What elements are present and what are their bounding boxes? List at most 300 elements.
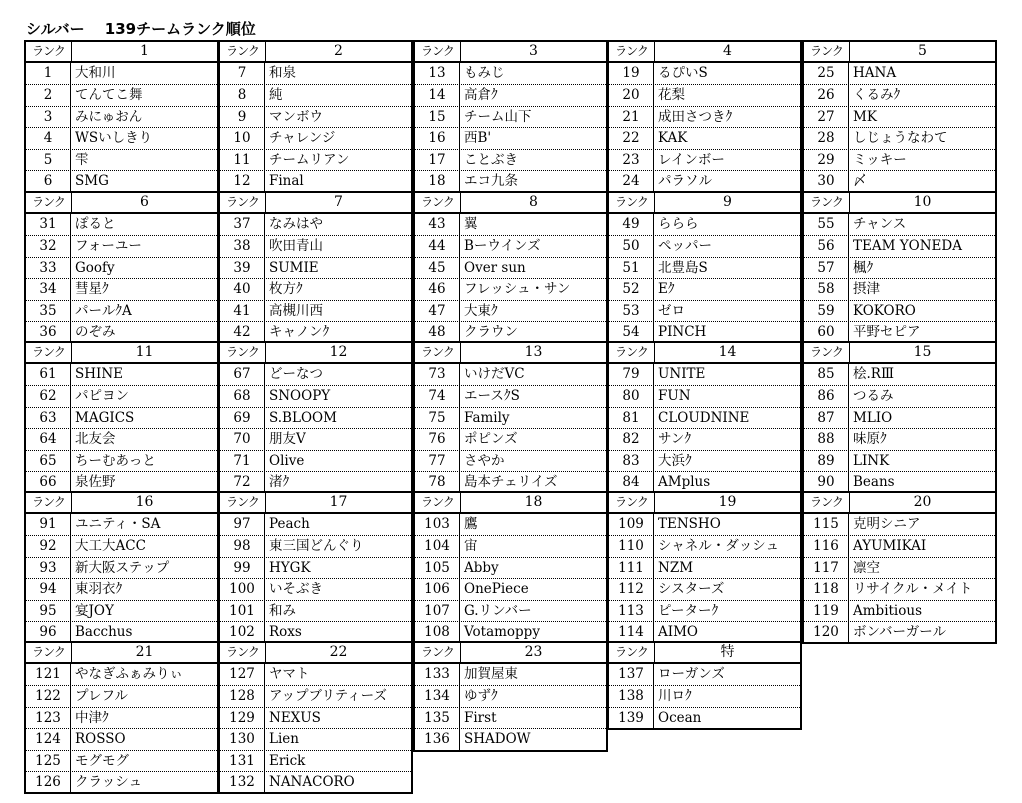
team-row <box>804 364 995 385</box>
team-row <box>415 63 606 84</box>
team-row <box>609 257 800 278</box>
team-row <box>415 471 606 492</box>
team-row <box>220 428 411 449</box>
team-name: シャネル・ダッシュ <box>658 538 779 555</box>
team-row <box>804 214 995 235</box>
group-header <box>609 493 800 514</box>
rank-number: 20 <box>609 85 654 105</box>
team-row <box>609 170 800 191</box>
rank-number: 2 <box>26 85 71 105</box>
rank-number: 122 <box>26 686 71 706</box>
group-number: 14 <box>718 344 737 360</box>
team-row <box>415 450 606 471</box>
team-row <box>609 535 800 556</box>
team-row <box>415 728 606 749</box>
rank-label: ランク <box>220 42 266 61</box>
rank-number: 76 <box>415 429 460 449</box>
rank-label: ランク <box>26 193 72 212</box>
team-row <box>26 170 217 191</box>
rank-number: 85 <box>804 364 849 385</box>
team-row <box>26 514 217 535</box>
group-number: 13 <box>524 344 543 360</box>
rank-number: 89 <box>804 451 849 471</box>
group-header <box>609 343 800 364</box>
rank-number: 58 <box>804 279 849 299</box>
group-header <box>26 42 217 63</box>
team-row <box>220 514 411 535</box>
team-row <box>26 685 217 706</box>
group-header <box>415 193 606 214</box>
group-number: 22 <box>329 644 348 660</box>
team-row <box>804 450 995 471</box>
group-header <box>415 643 606 664</box>
group-table <box>24 40 219 193</box>
rank-number: 9 <box>220 107 265 127</box>
team-row <box>804 557 995 578</box>
team-name: 中津ｸ <box>75 709 109 726</box>
team-row <box>415 514 606 535</box>
rank-label: ランク <box>609 343 655 362</box>
team-name: 枚方ｸ <box>269 281 303 298</box>
team-row <box>609 407 800 428</box>
rank-number: 44 <box>415 236 460 256</box>
team-name: S.BLOOM <box>269 409 337 426</box>
rank-number: 119 <box>804 601 849 621</box>
team-row <box>220 63 411 84</box>
team-name: 平野セピア <box>853 323 921 340</box>
team-name: ことぶき <box>464 151 518 168</box>
team-row <box>220 214 411 235</box>
group-number: 15 <box>913 344 932 360</box>
team-row <box>220 278 411 299</box>
rank-number: 128 <box>220 686 265 706</box>
team-row <box>415 578 606 599</box>
team-row <box>415 235 606 256</box>
team-name: MK <box>853 108 877 125</box>
rank-number: 72 <box>220 472 265 492</box>
group-header <box>415 42 606 63</box>
team-name: Ocean <box>658 709 702 726</box>
rank-number: 109 <box>609 514 654 535</box>
team-row <box>415 170 606 191</box>
page-title: シルバー 139チームランク順位 <box>26 20 256 38</box>
team-name: Roxs <box>269 623 302 640</box>
group-table <box>218 40 413 193</box>
rank-number: 129 <box>220 708 265 728</box>
team-row <box>609 428 800 449</box>
group-number: 9 <box>723 194 732 210</box>
group-table <box>607 341 802 494</box>
team-name: OnePiece <box>464 581 529 598</box>
group-table <box>607 40 802 193</box>
team-row <box>609 63 800 84</box>
team-row <box>26 600 217 621</box>
rank-number: 133 <box>415 664 460 685</box>
team-row <box>804 428 995 449</box>
rank-number: 60 <box>804 322 849 342</box>
team-row <box>415 535 606 556</box>
rank-number: 43 <box>415 214 460 235</box>
rank-number: 12 <box>220 171 265 191</box>
team-row <box>609 364 800 385</box>
rank-number: 107 <box>415 601 460 621</box>
rank-number: 91 <box>26 514 71 535</box>
team-row <box>609 278 800 299</box>
team-name: KAK <box>658 130 688 147</box>
team-row <box>804 300 995 321</box>
rank-number: 53 <box>609 301 654 321</box>
rank-number: 126 <box>26 772 71 792</box>
team-name: ユニティ・SA <box>75 516 161 532</box>
team-row <box>609 84 800 105</box>
team-name: Family <box>464 409 510 426</box>
rank-label: ランク <box>26 42 72 61</box>
team-row <box>415 600 606 621</box>
team-name: Peach <box>269 516 310 532</box>
group-header <box>609 193 800 214</box>
rank-number: 51 <box>609 258 654 278</box>
team-row <box>220 235 411 256</box>
team-row <box>26 257 217 278</box>
team-row <box>220 750 411 771</box>
rank-number: 73 <box>415 364 460 385</box>
group-table <box>413 40 608 193</box>
team-row <box>804 321 995 342</box>
rank-label: ランク <box>609 42 655 61</box>
team-name: チャンス <box>853 216 907 232</box>
rank-number: 117 <box>804 558 849 578</box>
team-name: フォーユー <box>75 238 142 255</box>
group-table <box>218 491 413 644</box>
team-name: 加賀屋東 <box>464 666 518 682</box>
group-header <box>220 193 411 214</box>
rank-number: 27 <box>804 107 849 127</box>
team-row <box>220 707 411 728</box>
rank-number: 62 <box>26 386 71 406</box>
group-number: 17 <box>329 494 348 510</box>
rank-number: 139 <box>609 708 654 728</box>
team-row <box>220 728 411 749</box>
team-name: ペッパー <box>658 238 712 255</box>
team-row <box>220 685 411 706</box>
team-row <box>609 214 800 235</box>
team-row <box>609 707 800 728</box>
team-name: KOKORO <box>853 302 916 319</box>
team-row <box>26 450 217 471</box>
group-number: 18 <box>524 494 543 510</box>
team-row <box>415 106 606 127</box>
group-header <box>220 42 411 63</box>
team-name: 吹田青山 <box>269 238 323 255</box>
team-row <box>26 428 217 449</box>
team-row <box>804 278 995 299</box>
team-row <box>220 407 411 428</box>
team-row <box>609 471 800 492</box>
team-row <box>609 127 800 148</box>
team-row <box>609 300 800 321</box>
rank-label: ランク <box>26 343 72 362</box>
rank-number: 97 <box>220 514 265 535</box>
team-name: 東羽衣ｸ <box>75 581 123 598</box>
team-name: First <box>464 709 497 726</box>
team-name: つるみ <box>853 388 894 405</box>
team-row <box>804 84 995 105</box>
team-row <box>609 685 800 706</box>
team-name: エースｸS <box>464 388 520 405</box>
team-name: AYUMIKAI <box>853 538 927 555</box>
team-name: SHINE <box>75 366 124 382</box>
rank-number: 23 <box>609 150 654 170</box>
group-number: 12 <box>329 344 348 360</box>
rank-number: 61 <box>26 364 71 385</box>
team-name: クラッシュ <box>75 773 142 790</box>
team-name: 島本チェリイズ <box>464 473 558 490</box>
team-name: 高槻川西 <box>269 302 323 319</box>
rank-number: 3 <box>26 107 71 127</box>
team-name: Eｸ <box>658 281 675 298</box>
team-name: フレッシュ・サン <box>464 281 571 298</box>
rank-number: 94 <box>26 579 71 599</box>
team-row <box>220 771 411 792</box>
team-name: 純 <box>269 87 283 104</box>
rank-number: 31 <box>26 214 71 235</box>
rank-number: 17 <box>415 150 460 170</box>
group-number: 8 <box>529 194 538 210</box>
team-row <box>609 321 800 342</box>
rank-number: 111 <box>609 558 654 578</box>
rank-number: 88 <box>804 429 849 449</box>
rank-number: 45 <box>415 258 460 278</box>
team-name: 克明シニア <box>853 516 921 532</box>
team-row <box>220 578 411 599</box>
team-name: ボンバーガール <box>853 623 947 640</box>
rank-label: ランク <box>220 343 266 362</box>
team-name: 和み <box>269 602 296 619</box>
rank-number: 63 <box>26 408 71 428</box>
rank-number: 47 <box>415 301 460 321</box>
team-row <box>609 664 800 685</box>
rank-number: 80 <box>609 386 654 406</box>
rank-number: 135 <box>415 708 460 728</box>
team-row <box>804 385 995 406</box>
rank-label: ランク <box>609 643 655 662</box>
team-name: パラソル <box>658 172 712 189</box>
team-row <box>220 364 411 385</box>
rank-number: 13 <box>415 63 460 84</box>
team-row <box>804 127 995 148</box>
team-name: Abby <box>464 559 499 576</box>
rank-number: 7 <box>220 63 265 84</box>
team-name: もみじ <box>464 65 505 81</box>
team-row <box>609 621 800 642</box>
team-row <box>804 471 995 492</box>
team-name: PINCH <box>658 323 707 340</box>
team-row <box>26 63 217 84</box>
group-table <box>413 641 608 752</box>
rank-number: 86 <box>804 386 849 406</box>
team-name: Bーウインズ <box>464 238 541 255</box>
team-name: やなぎふぁみりぃ <box>75 666 183 682</box>
team-row <box>26 385 217 406</box>
rank-number: 24 <box>609 171 654 191</box>
team-row <box>609 106 800 127</box>
rank-number: 81 <box>609 408 654 428</box>
team-name: TEAM YONEDA <box>853 238 962 255</box>
team-name: NANACORO <box>269 773 355 790</box>
rank-number: 1 <box>26 63 71 84</box>
team-name: LINK <box>853 452 890 469</box>
team-row <box>609 235 800 256</box>
group-number: 23 <box>524 644 543 660</box>
team-name: AIMO <box>658 623 698 640</box>
team-name: TENSHO <box>658 516 721 532</box>
team-row <box>220 300 411 321</box>
rank-number: 99 <box>220 558 265 578</box>
rank-label: ランク <box>609 493 655 512</box>
team-name: いけだVC <box>464 366 525 382</box>
team-name: パールｸA <box>75 302 132 319</box>
team-row <box>26 235 217 256</box>
group-table <box>24 641 219 794</box>
rank-number: 124 <box>26 729 71 749</box>
group-header <box>804 493 995 514</box>
team-row <box>220 471 411 492</box>
team-name: ぽると <box>75 216 116 232</box>
rank-number: 132 <box>220 772 265 792</box>
team-row <box>26 707 217 728</box>
rank-number: 113 <box>609 601 654 621</box>
rank-number: 115 <box>804 514 849 535</box>
team-name: 大浜ｸ <box>658 452 692 469</box>
team-row <box>609 450 800 471</box>
team-row <box>26 535 217 556</box>
rank-number: 37 <box>220 214 265 235</box>
team-name: リサイクル・メイト <box>853 581 973 598</box>
rank-number: 55 <box>804 214 849 235</box>
team-name: 〆 <box>853 172 867 189</box>
rank-label: ランク <box>415 42 461 61</box>
rank-number: 70 <box>220 429 265 449</box>
group-number: 7 <box>334 194 343 210</box>
team-row <box>804 63 995 84</box>
rank-number: 121 <box>26 664 71 685</box>
team-row <box>804 235 995 256</box>
rank-label: ランク <box>220 193 266 212</box>
group-number: 20 <box>913 494 932 510</box>
team-name: HANA <box>853 65 897 81</box>
rank-number: 125 <box>26 751 71 771</box>
group-header <box>26 493 217 514</box>
team-name: プレフル <box>75 688 128 705</box>
team-row <box>804 257 995 278</box>
rank-number: 95 <box>26 601 71 621</box>
team-name: てんてこ舞 <box>75 87 143 104</box>
group-table <box>413 341 608 494</box>
rank-number: 75 <box>415 408 460 428</box>
team-row <box>415 278 606 299</box>
rank-number: 35 <box>26 301 71 321</box>
rank-number: 116 <box>804 536 849 556</box>
team-row <box>26 621 217 642</box>
team-name: みにゅおん <box>75 108 143 125</box>
rank-number: 30 <box>804 171 849 191</box>
group-table <box>24 341 219 494</box>
team-name: SHADOW <box>464 731 531 748</box>
team-name: FUN <box>658 388 691 405</box>
team-row <box>415 84 606 105</box>
team-name: チームリアン <box>269 151 350 168</box>
team-name: 楓ｸ <box>853 259 874 276</box>
team-name: さやか <box>464 452 505 469</box>
team-name: 宙 <box>464 538 478 555</box>
rank-number: 11 <box>220 150 265 170</box>
rank-number: 29 <box>804 150 849 170</box>
rank-number: 104 <box>415 536 460 556</box>
team-name: 高倉ｸ <box>464 87 498 104</box>
team-name: 北友会 <box>75 431 116 448</box>
team-row <box>220 621 411 642</box>
team-row <box>220 170 411 191</box>
team-row <box>26 321 217 342</box>
team-name: ROSSO <box>75 731 126 748</box>
team-row <box>26 407 217 428</box>
rank-number: 79 <box>609 364 654 385</box>
rank-label: ランク <box>415 343 461 362</box>
rank-number: 101 <box>220 601 265 621</box>
team-name: NEXUS <box>269 709 321 726</box>
rank-number: 14 <box>415 85 460 105</box>
rank-number: 57 <box>804 258 849 278</box>
team-name: ローガンズ <box>658 666 725 682</box>
rank-number: 106 <box>415 579 460 599</box>
team-name: SUMIE <box>269 259 319 276</box>
rank-label: ランク <box>609 193 655 212</box>
team-name: Olive <box>269 452 305 469</box>
rank-number: 39 <box>220 258 265 278</box>
team-row <box>220 535 411 556</box>
rank-number: 26 <box>804 85 849 105</box>
group-header <box>26 343 217 364</box>
group-number: 21 <box>135 644 154 660</box>
team-row <box>415 300 606 321</box>
rank-number: 67 <box>220 364 265 385</box>
team-name: Erick <box>269 752 306 769</box>
team-name: エコ九条 <box>464 172 518 189</box>
team-row <box>804 149 995 170</box>
team-row <box>26 728 217 749</box>
team-row <box>804 578 995 599</box>
rank-number: 103 <box>415 514 460 535</box>
group-table <box>802 40 997 193</box>
group-table <box>802 191 997 344</box>
group-header <box>804 343 995 364</box>
team-name: どーなつ <box>269 366 323 382</box>
team-name: 翼 <box>464 216 478 232</box>
group-number: 11 <box>135 344 154 360</box>
rank-number: 138 <box>609 686 654 706</box>
rank-number: 108 <box>415 622 460 642</box>
team-name: くるみｸ <box>853 87 901 104</box>
group-table <box>218 641 413 794</box>
rank-number: 66 <box>26 472 71 492</box>
group-table <box>218 191 413 344</box>
team-row <box>26 750 217 771</box>
team-name: Final <box>269 172 304 189</box>
team-name: モグモグ <box>75 752 129 769</box>
rank-number: 90 <box>804 472 849 492</box>
rank-label: ランク <box>220 493 266 512</box>
group-header <box>220 643 411 664</box>
